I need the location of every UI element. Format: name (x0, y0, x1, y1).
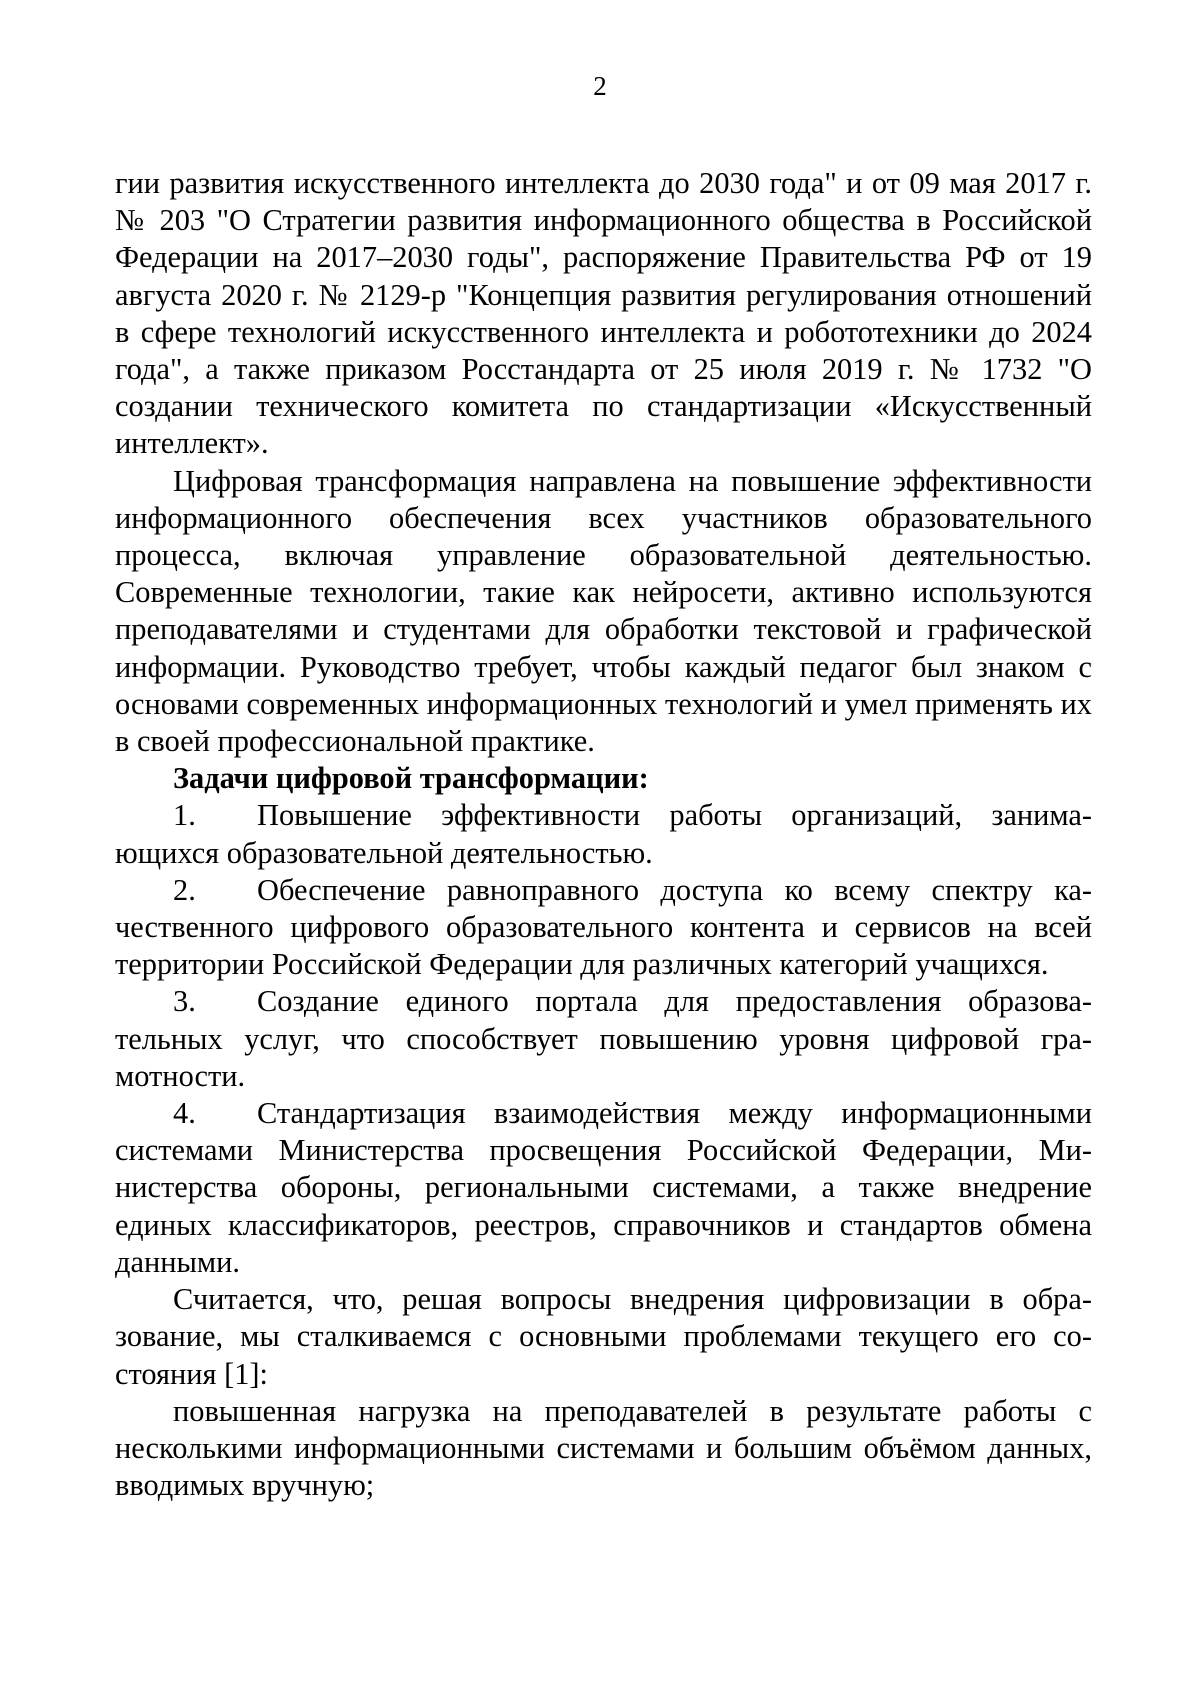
task-text: Обеспечение равноправного доступа ко всему спектру качественного цифрового образовательного контента и сервисов на всей территории Российской Федерации для различных категорий учащихся. (115, 872, 1092, 982)
document-body (115, 165, 1092, 1504)
task-text: Создание единого портала для предоставления образовательных услуг, что способствует повышению уровня цифровой грамотности. (115, 984, 1092, 1093)
paragraph-teacher-load: повышенная нагрузка на преподавателей в результате работы с несколькими информационными системами и большим объёмом данных, вводимых вручную; (115, 1393, 1092, 1503)
paragraph-continuation: гии развития искусственного интеллекта до 2030 года" и от 09 мая 2017 г. № 203 "О Стратегии развития информационного общества в Российской Федерации на 2017–2030 годы", распоряжение Правительства РФ от 19 августа 2020 г. № 2129-р "Концепция развития регулирования отношений в сфере технологий искусственного интеллекта и робототехники до 2024 года", а также приказом Росстандарта от 25 июля 2019 г. № 1732 "О создании технического комитета по стандартизации «Искусственный интеллект». (115, 166, 1092, 461)
section-heading-tasks: Задачи цифровой трансформации: (173, 761, 649, 796)
task-number: 3. (173, 984, 196, 1019)
task-text: Повышение эффективности работы организаций, занимающихся образовательной деятельностью. (115, 798, 1092, 870)
task-list-item (115, 797, 1092, 871)
task-number: 2. (173, 872, 196, 907)
task-number: 4. (173, 1096, 196, 1131)
task-text: Стандартизация взаимодействия между информационными системами Министерства просвещения Российской Федерации, Министерства обороны, региональными системами, а также внедрение единых классификаторов, реестров, справочников и стандартов обмена данными. (115, 1096, 1092, 1279)
paragraph-problems: Считается, что, решая вопросы внедрения цифровизации в образование, мы сталкиваемся с основными проблемами текущего его состояния [1]: (115, 1282, 1092, 1391)
page-number: 2 (593, 71, 607, 101)
task-list-item (115, 983, 1092, 1095)
paragraph-digital-transformation: Цифровая трансформация направлена на повышение эффективности информационного обеспечения всех участников образовательного процесса, включая управление образовательной деятельностью. Современные технологии, такие как нейросети, активно используются преподавателями и студентами для обработки текстовой и графической информации. Руководство требует, чтобы каждый педагог был знаком с основами современных информационных технологий и умел применять их в своей профессиональной практике. (115, 463, 1092, 759)
task-list-item (115, 1095, 1092, 1281)
task-number: 1. (173, 798, 196, 833)
task-list-item (115, 872, 1092, 984)
